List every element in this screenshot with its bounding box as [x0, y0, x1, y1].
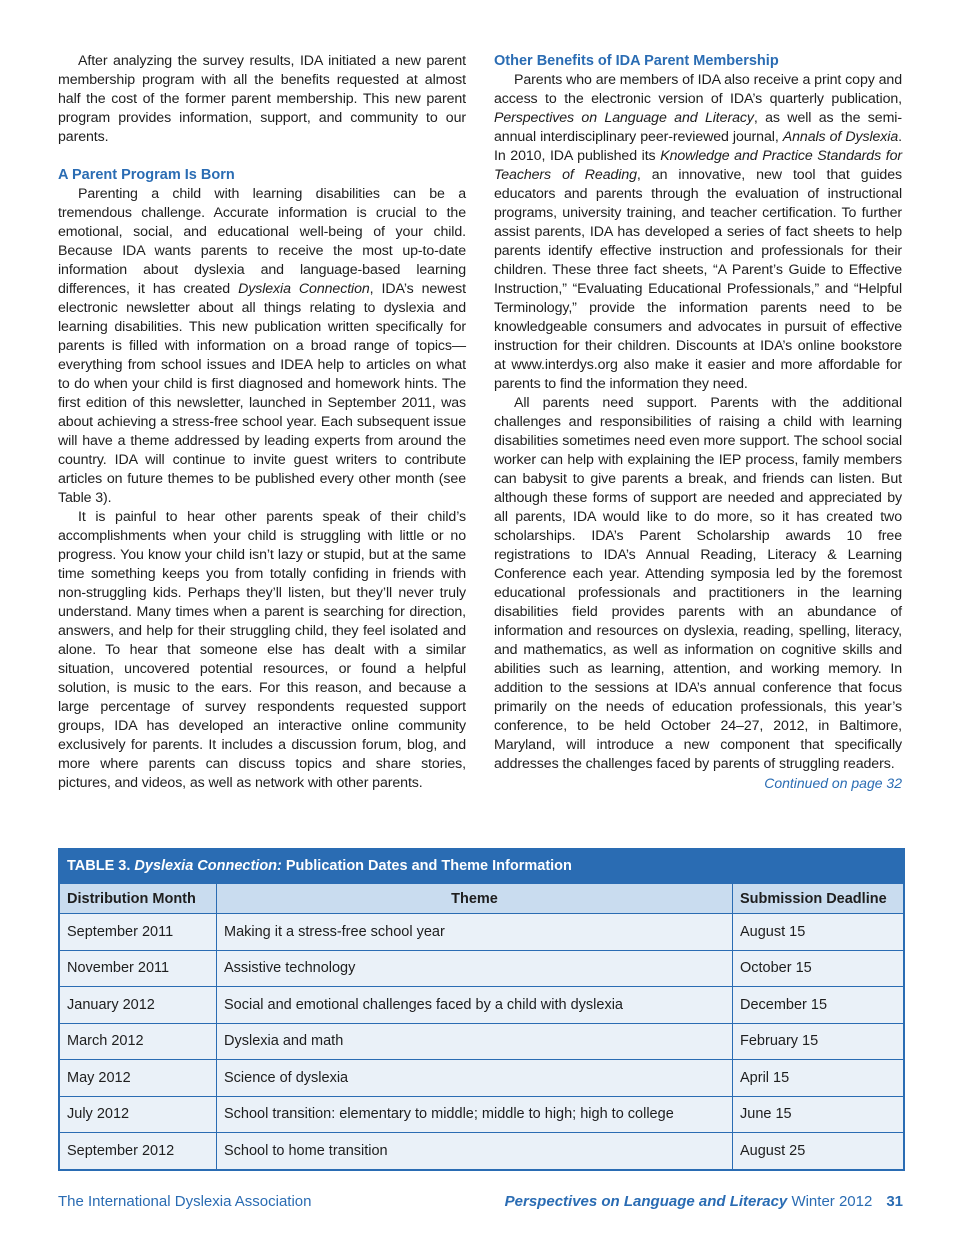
cell-month: May 2012 [60, 1060, 217, 1097]
cell-month: January 2012 [60, 987, 217, 1024]
continued-link[interactable]: Continued on page 32 [764, 775, 902, 791]
cell-month: July 2012 [60, 1096, 217, 1133]
table-row [60, 950, 904, 987]
emphasis-perspectives: Perspectives on Language and Literacy [494, 110, 754, 126]
table-title-prefix: TABLE 3. [67, 858, 131, 874]
text-run: , an innovative, new tool that guides educators and parents through the evaluation of instructional programs, university training, and teacher certification. To further assist parents, IDA has developed a series of fact sheets to help parents identify effective instruction and professionals for their children. These three fact sheets, “A Parent’s Guide to Effective Instruction,” “Evaluating Educational Professionals,” and “Helpful Terminology,” provide the information parents need to be knowledgeable consumers and advocates in pursuit of effective instruction for their children. Discounts at IDA’s online bookstore at www.interdys.org also make it easier and more affordable for parents to find the information they need. [494, 167, 902, 392]
text-run: Parents who are members of IDA also receive a print copy and access to the electronic version of IDA’s quarterly publication, [494, 72, 902, 107]
header-submission-deadline: Submission Deadline [733, 884, 904, 914]
text-run: , IDA’s newest electronic newsletter about all things relating to dyslexia and learning disabilities. This new publication written specifically for parents is filled with information on a broad range of topics—everything from school issues and IDEA help to articles on what to do when your child is first diagnosed and homework hints. The first edition of this newsletter, launched in September 2011, was about achieving a stress-free school year. Each subsequent issue will have a theme addressed by leading experts from around the country. IDA will continue to invite guest writers to contribute articles on future themes to be published every other month (see Table 3). [58, 281, 466, 506]
heading-other-benefits: Other Benefits of IDA Parent Membership [494, 53, 779, 69]
footer-journal: Perspectives on Language and Literacy [504, 1193, 788, 1210]
footer-journal-info [505, 1192, 903, 1212]
cell-month: November 2011 [60, 950, 217, 987]
cell-deadline: October 15 [733, 950, 904, 987]
cell-deadline: August 25 [733, 1133, 904, 1170]
header-distribution-month: Distribution Month [60, 884, 217, 914]
cell-theme: School transition: elementary to middle; middle to high; high to college [217, 1096, 733, 1133]
table-row [60, 1060, 904, 1097]
cell-deadline: February 15 [733, 1023, 904, 1060]
emphasis-annals: Annals of Dyslexia [782, 129, 899, 145]
table-title-rest: Publication Dates and Theme Information [285, 858, 572, 874]
table-row [60, 1096, 904, 1133]
paragraph-painful: It is painful to hear other parents speak of their child’s accomplishments when your child is struggling with little or no progress. You know your child isn’t lazy or stupid, but at the same time something keeps you from totally confiding in friends with non-struggling kids. Perhaps they’ll listen, but they’ll never truly understand. Many times when a parent is searching for direction, answers, and help for their struggling child, they feel isolated and alone. To hear that someone else has dealt with a similar situation, uncovered potential resources, or found a helpful solution, is music to the ears. For this reason, and because a large percentage of survey respondents requested support groups, IDA has developed an interactive online community exclusively for parents. It includes a discussion forum, blog, and more where parents can discuss topics and share stories, pictures, and videos, as well as network with other parents. [58, 509, 466, 791]
paragraph-support: All parents need support. Parents with the additional challenges and responsibilities of raising a child with learning disabilities sometimes need even more support. The school social worker can help with explaining the IEP process, family members can babysit to give parents a break, and friends can listen. But although these forms of support are needed and appreciated by all parents, IDA would like to do more, so it has created two scholarships. IDA’s Parent Scholarship awards 10 free registrations to IDA’s Annual Reading, Literacy & Learning Conference each year. Attending symposia led by the foremost educational professionals and practitioners in the learning disabilities field provides parents with an abundance of information and resources on dyslexia, reading, spelling, literacy, and mathematics, as well as information on cognitive skills and abilities such as learning, attention, and working memory. In addition to the sessions at IDA’s annual conference that focus primarily on the needs of education professionals, this year’s conference, to be held October 24–27, 2012, in Baltimore, Maryland, will introduce a new component that specifically addresses the challenges faced by parents of struggling readers. [494, 395, 902, 772]
table-title [59, 849, 904, 883]
table-grid [59, 883, 904, 1170]
page-number: 31 [886, 1193, 903, 1210]
table-title-em: Dyslexia Connection: [134, 858, 282, 874]
emphasis-standards: Knowledge and Practice Standards for Teachers of Reading [494, 148, 902, 183]
right-column [494, 52, 902, 793]
footer-issue: Winter 2012 [791, 1193, 873, 1210]
paragraph-parenting [58, 185, 466, 508]
emphasis-dyslexia-connection: Dyslexia Connection [238, 281, 370, 297]
paragraph-members-receive [494, 71, 902, 394]
cell-theme: School to home transition [217, 1133, 733, 1170]
table-row [60, 1133, 904, 1170]
left-column [58, 52, 466, 793]
table-row [60, 914, 904, 951]
table-row [60, 1023, 904, 1060]
cell-month: September 2012 [60, 1133, 217, 1170]
cell-theme: Social and emotional challenges faced by a child with dyslexia [217, 987, 733, 1024]
footer-org: The International Dyslexia Association [58, 1193, 312, 1210]
cell-theme: Science of dyslexia [217, 1060, 733, 1097]
cell-theme: Dyslexia and math [217, 1023, 733, 1060]
text-run: . In 2010, IDA published its [494, 129, 902, 164]
cell-deadline: June 15 [733, 1096, 904, 1133]
header-theme: Theme [217, 884, 733, 914]
cell-deadline: April 15 [733, 1060, 904, 1097]
paragraph-survey-results: After analyzing the survey results, IDA initiated a new parent membership program with all the benefits requested at almost half the cost of the former parent membership. This new parent program provides information, support, and community to our parents. [58, 53, 466, 145]
text-run: , as well as the semi-annual interdisciplinary peer-reviewed journal, [494, 110, 902, 145]
cell-theme: Assistive technology [217, 950, 733, 987]
heading-parent-program: A Parent Program Is Born [58, 167, 235, 183]
cell-deadline: December 15 [733, 987, 904, 1024]
table-3 [58, 848, 905, 1171]
text-run: Parenting a child with learning disabilities can be a tremendous challenge. Accurate information is crucial to the emotional, social, and educational well-being of your child. Because IDA wants parents to receive the most up-to-date information about dyslexia and language-based learning differences, it has created [58, 186, 466, 297]
cell-deadline: August 15 [733, 914, 904, 951]
cell-month: March 2012 [60, 1023, 217, 1060]
cell-month: September 2011 [60, 914, 217, 951]
table-row [60, 987, 904, 1024]
table-header-row [60, 884, 904, 914]
cell-theme: Making it a stress-free school year [217, 914, 733, 951]
